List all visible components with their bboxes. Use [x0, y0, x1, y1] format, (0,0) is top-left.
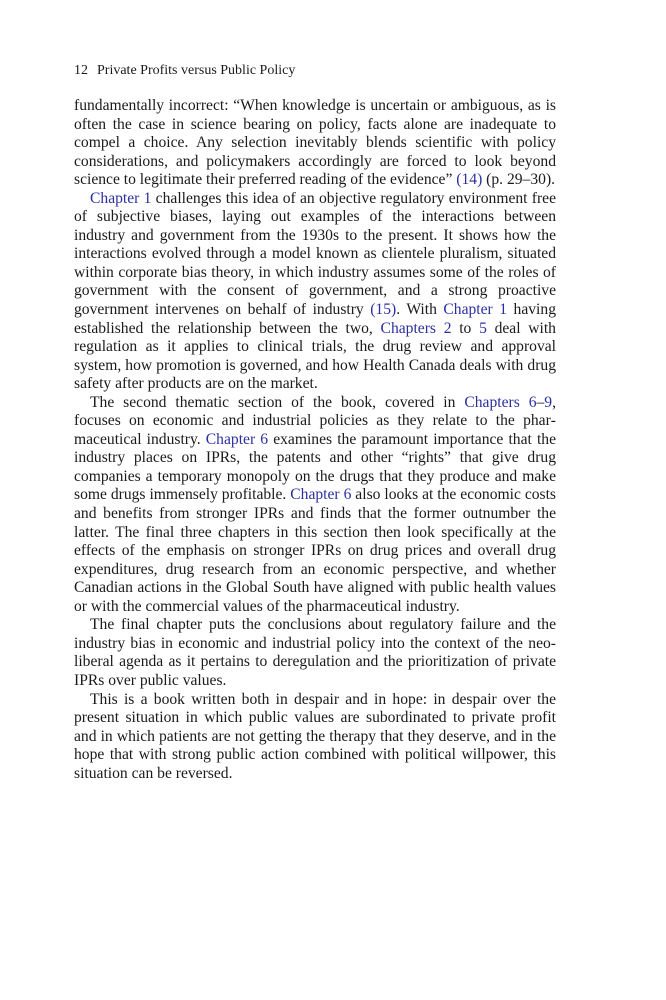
running-title: Private Profits versus Public Policy: [97, 63, 296, 78]
cross-reference-link[interactable]: 5: [479, 319, 487, 337]
paragraph: [74, 691, 556, 784]
paragraph: [74, 394, 556, 617]
cross-reference-link[interactable]: Chapter 6: [290, 486, 352, 504]
paragraph: [74, 190, 556, 394]
text-run: examines the paramount importance that the industry places on IPRs, the patents and other “rights” that give drug companies a temporary monopoly on the drugs that they produce and make some drugs immensely profitable.: [74, 430, 557, 504]
text-run: The final chapter puts the conclusions about regulatory failure and the industry bias in economic and industrial policy into the context of the neo-liberal agenda as it pertains to deregulation and the prioritization of private IPRs over public values.: [74, 616, 556, 689]
book-page: [74, 62, 556, 783]
cross-reference-link[interactable]: Chapter 1: [90, 189, 152, 207]
text-run: , focuses on economic and industrial policies as they relate to the pharmaceutical industry.: [74, 393, 556, 448]
cross-reference-link[interactable]: (15): [370, 301, 397, 319]
cross-reference-link[interactable]: (14): [456, 171, 483, 189]
text-run: deal with regulation as it applies to clinical trials, the drug review and approval system, how promotion is governed, and how Health Canada deals with drug safety after products are on the market.: [74, 319, 556, 393]
text-run: also looks at the economic costs and benefits from stronger IPRs and finds that the former outnumber the latter. The final three chapters in this section then look specifically at the effects of the emphasis on stronger IPRs on drug prices and overall drug expenditures, drug research from an economic perspective, and whether Canadian actions in the Global South have aligned with public health values or with the commercial values of the pharmaceutical industry.: [74, 486, 557, 615]
paragraph: [74, 97, 556, 190]
cross-reference-link[interactable]: Chapter 1: [443, 301, 508, 319]
text-run: fundamentally incorrect: “When knowledge is uncertain or ambiguous, as is often the case in science bearing on policy, facts alone are inadequate to compel a choice. Any selection inevitably blends scientific with policy considerations, and policymakers accordingly are forced to look beyond science to legitimate their preferred reading of the evidence”: [74, 97, 556, 189]
text-run: This is a book written both in despair and in hope: in despair over the present situation in which public values are subordinated to private profit and in which patients are not getting the therapy that they deserve, and in the hope that with strong public action combined with political willpower, this situation can be reversed.: [74, 690, 556, 782]
running-header: [74, 62, 556, 80]
cross-reference-link[interactable]: 9: [544, 393, 553, 411]
text-run: The second thematic section of the book, covered in: [90, 393, 465, 411]
paragraph: [74, 616, 556, 690]
text-run: –: [536, 393, 545, 411]
text-run: (p. 29–30).: [482, 171, 556, 189]
page-number: 12: [74, 63, 88, 78]
text-run: challenges this idea of an objective regulatory environment free of subjective biases, laying out examples of the interactions between industry and government from the 1930s to the present. It shows how the interactions evolved through a model known as clientele pluralism, situated within corporate bias theory, in which industry assumes some of the roles of government with the consent of government, and a strong proactive government intervenes on behalf of industry: [74, 189, 556, 319]
cross-reference-link[interactable]: Chapters 6: [464, 393, 537, 411]
cross-reference-link[interactable]: Chapters 2: [380, 319, 452, 337]
text-run: to: [451, 319, 480, 337]
text-run: . With: [396, 301, 444, 319]
cross-reference-link[interactable]: Chapter 6: [205, 430, 269, 448]
body-text: [74, 97, 556, 783]
text-run: having established the relationship between the two,: [74, 301, 556, 337]
